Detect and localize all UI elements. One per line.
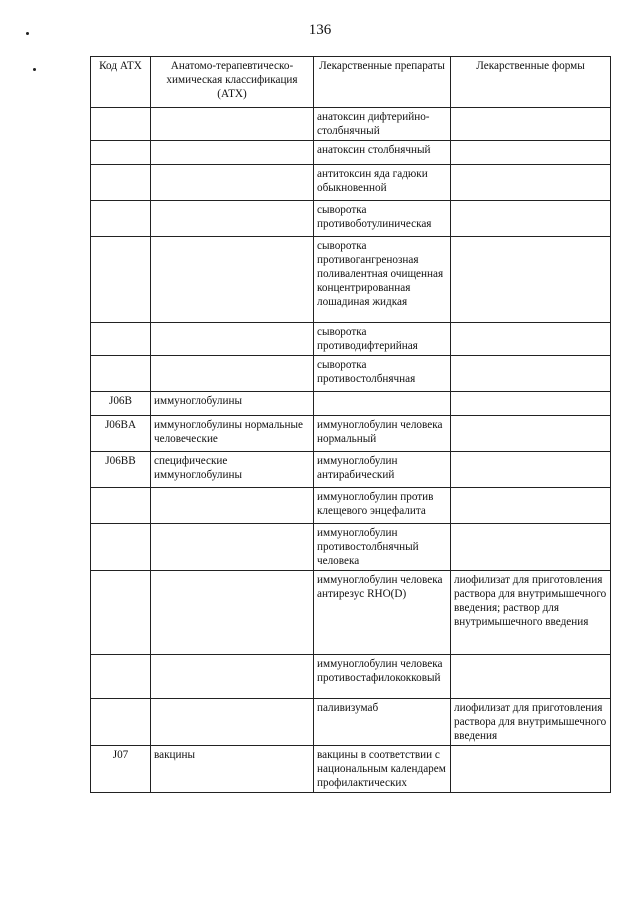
cell-drug: антитоксин яда гадюки обыкновенной	[314, 165, 451, 201]
cell-drug: иммуноглобулин против клещевого энцефалита	[314, 488, 451, 524]
table-row	[91, 524, 611, 571]
cell-code	[91, 201, 151, 237]
table-row	[91, 699, 611, 746]
cell-form	[451, 165, 611, 201]
table-row	[91, 452, 611, 488]
cell-classification	[151, 165, 314, 201]
table-row	[91, 108, 611, 141]
table-row	[91, 141, 611, 165]
cell-drug: иммуноглобулин человека противостафилококковый	[314, 655, 451, 699]
table-row	[91, 201, 611, 237]
table-row	[91, 237, 611, 323]
cell-form	[451, 356, 611, 392]
cell-form	[451, 201, 611, 237]
cell-code: J06B	[91, 392, 151, 416]
cell-classification: специфические иммуноглобулины	[151, 452, 314, 488]
cell-form	[451, 141, 611, 165]
cell-classification	[151, 488, 314, 524]
cell-form: лиофилизат для приготовления раствора для внутримышечного введения	[451, 699, 611, 746]
cell-drug: вакцины в соответствии с национальным календарем профилактических	[314, 746, 451, 793]
cell-form	[451, 655, 611, 699]
cell-classification: вакцины	[151, 746, 314, 793]
atx-table	[90, 56, 611, 793]
cell-form	[451, 323, 611, 356]
cell-drug: иммуноглобулин человека нормальный	[314, 416, 451, 452]
cell-drug: иммуноглобулин противостолбнячный человека	[314, 524, 451, 571]
cell-classification	[151, 571, 314, 655]
cell-drug: иммуноглобулин человека антирезус RHO(D)	[314, 571, 451, 655]
cell-drug: анатоксин дифтерийно-столбнячный	[314, 108, 451, 141]
cell-classification	[151, 323, 314, 356]
cell-classification: иммуноглобулины нормальные человеческие	[151, 416, 314, 452]
cell-classification	[151, 108, 314, 141]
table-row	[91, 323, 611, 356]
cell-form	[451, 237, 611, 323]
cell-code	[91, 571, 151, 655]
cell-drug: сыворотка противостолбнячная	[314, 356, 451, 392]
cell-form	[451, 392, 611, 416]
cell-classification	[151, 141, 314, 165]
table-row	[91, 655, 611, 699]
cell-code	[91, 323, 151, 356]
table-body	[91, 108, 611, 793]
cell-classification	[151, 237, 314, 323]
scan-speck	[26, 32, 29, 35]
cell-code	[91, 141, 151, 165]
header-drugs: Лекарственные препараты	[314, 57, 451, 108]
cell-drug: сыворотка противодифтерийная	[314, 323, 451, 356]
cell-code: J07	[91, 746, 151, 793]
cell-code	[91, 108, 151, 141]
table-row	[91, 165, 611, 201]
cell-code	[91, 237, 151, 323]
cell-code	[91, 488, 151, 524]
cell-form	[451, 488, 611, 524]
cell-code	[91, 699, 151, 746]
cell-drug: анатоксин столбнячный	[314, 141, 451, 165]
cell-classification	[151, 201, 314, 237]
table-row	[91, 392, 611, 416]
cell-code	[91, 655, 151, 699]
table-row	[91, 571, 611, 655]
cell-form	[451, 108, 611, 141]
cell-form: лиофилизат для приготовления раствора для внутримышечного введения; раствор для внутримышечного введения	[451, 571, 611, 655]
cell-code	[91, 165, 151, 201]
header-forms: Лекарственные формы	[451, 57, 611, 108]
table-row	[91, 356, 611, 392]
page-number: 136	[308, 22, 332, 38]
cell-form	[451, 524, 611, 571]
cell-classification: иммуноглобулины	[151, 392, 314, 416]
cell-drug: сыворотка противоботулиническая	[314, 201, 451, 237]
table-row	[91, 416, 611, 452]
cell-code: J06BB	[91, 452, 151, 488]
cell-drug	[314, 392, 451, 416]
header-code: Код АТХ	[91, 57, 151, 108]
cell-code: J06BA	[91, 416, 151, 452]
cell-drug: сыворотка противогангренозная поливалентная очищенная концентрированная лошадиная жидкая	[314, 237, 451, 323]
scan-speck	[33, 68, 36, 71]
table-row	[91, 488, 611, 524]
cell-classification	[151, 699, 314, 746]
table-header-row	[91, 57, 611, 108]
cell-drug: паливизумаб	[314, 699, 451, 746]
cell-form	[451, 416, 611, 452]
cell-form	[451, 746, 611, 793]
cell-classification	[151, 655, 314, 699]
cell-form	[451, 452, 611, 488]
cell-code	[91, 356, 151, 392]
cell-drug: иммуноглобулин антирабический	[314, 452, 451, 488]
cell-code	[91, 524, 151, 571]
header-classification: Анатомо-терапевтическо-химическая классификация (АТХ)	[151, 57, 314, 108]
table-row	[91, 746, 611, 793]
cell-classification	[151, 356, 314, 392]
cell-classification	[151, 524, 314, 571]
